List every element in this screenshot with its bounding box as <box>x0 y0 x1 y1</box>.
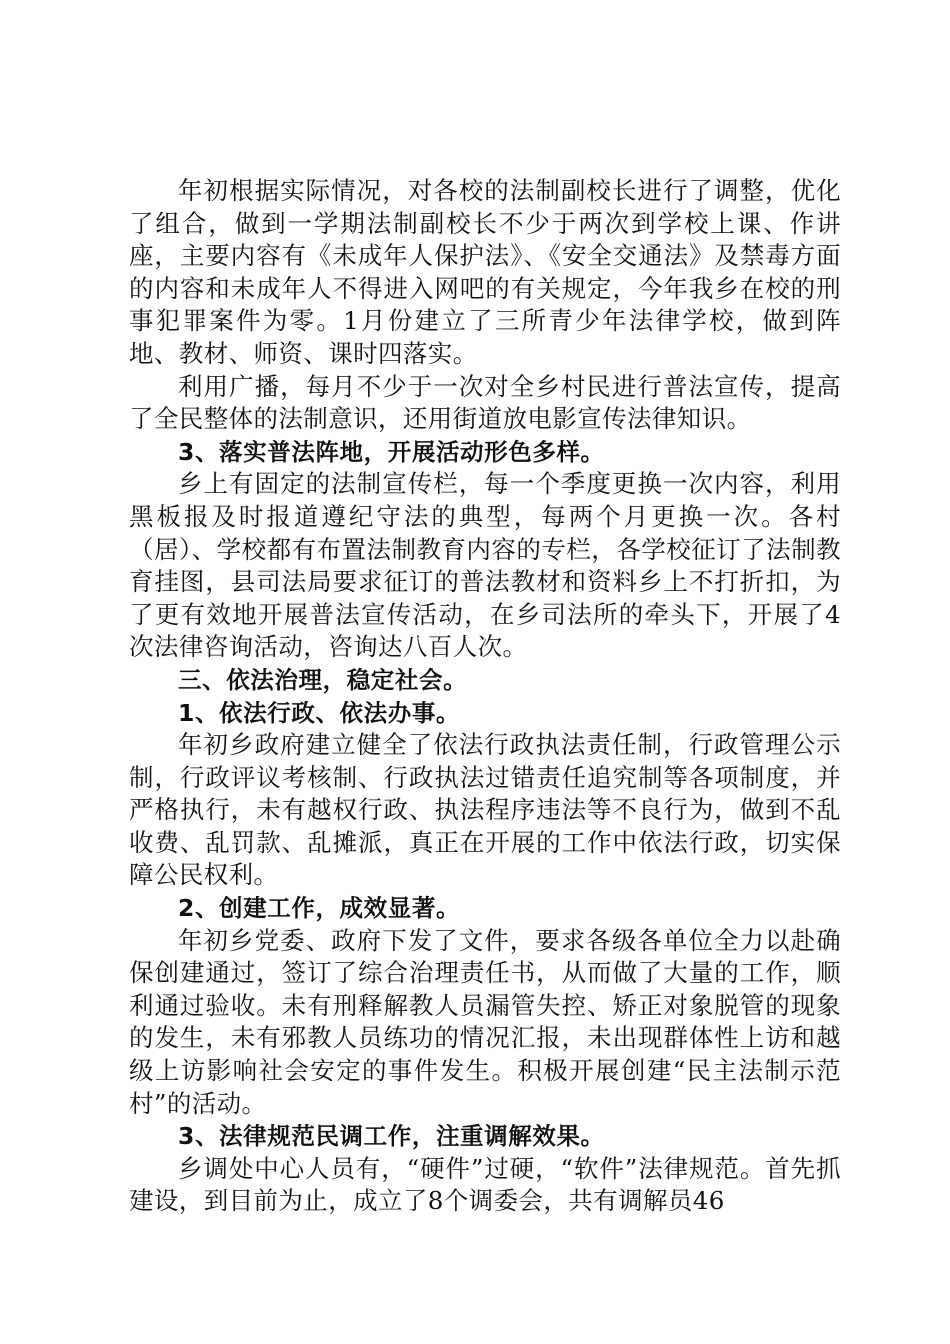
paragraph-creation-results: 年初乡党委、政府下发了文件，要求各级各单位全力以赴确保创建通过，签订了综合治理责任书，从而做了大量的工作，顺利通过验收。未有刑释解教人员漏管失控、矫正对象脱管的现象的发生，未有邪教人员练功的情况汇报，未出现群体性上访和越级上访影响社会安定的事件发生。积极开展创建“民主法制示范村”的活动。 <box>129 925 841 1118</box>
heading-mediation-work: 3、法律规范民调工作，注重调解效果。 <box>178 1122 605 1151</box>
paragraph-broadcast-publicity: 利用广播，每月不少于一次对全乡村民进行普法宣传，提高了全民整体的法制意识，还用街道放电影宣传法律知识。 <box>129 371 841 434</box>
heading-governance-by-law: 三、依法治理，稳定社会。 <box>178 665 468 694</box>
heading-creation-work: 2、创建工作，成效显著。 <box>178 894 461 923</box>
heading-publicity-positions: 3、落实普法阵地，开展活动形色多样。 <box>178 437 605 466</box>
paragraph-mediation-center: 乡调处中心人员有，“硬件”过硬，“软件”法律规范。首先抓建设，到目前为止，成立了8个调委会，共有调解员46 <box>129 1153 841 1216</box>
document-body <box>129 175 841 1218</box>
heading-lawful-administration: 1、依法行政、依法办事。 <box>178 698 461 727</box>
paragraph-legal-vice-principals: 年初根据实际情况，对各校的法制副校长进行了调整，优化了组合，做到一学期法制副校长不少于两次到学校上课、作讲座，主要内容有《未成年人保护法》、《安全交通法》及禁毒方面的内容和未成年人不得进入网吧的有关规定，今年我乡在校的刑事犯罪案件为零。1月份建立了三所青少年法律学校，做到阵地、教材、师资、课时四落实。 <box>129 176 841 368</box>
paragraph-administrative-systems: 年初乡政府建立健全了依法行政执法责任制，行政管理公示制，行政评议考核制、行政执法过错责任追究制等各项制度，并严格执行，未有越权行政、执法程序违法等不良行为，做到不乱收费、乱罚款、乱摊派，真正在开展的工作中依法行政，切实保障公民权利。 <box>129 730 841 890</box>
paragraph-publicity-boards: 乡上有固定的法制宣传栏，每一个季度更换一次内容，利用黑板报及时报道遵纪守法的典型，每两个月更换一次。各村（居）、学校都有布置法制教育内容的专栏，各学校征订了法制教育挂图，县司法局要求征订的普法教材和资料乡上不打折扣，为了更有效地开展普法宣传活动，在乡司法所的牵头下，开展了4次法律咨询活动，咨询达八百人次。 <box>129 469 841 662</box>
